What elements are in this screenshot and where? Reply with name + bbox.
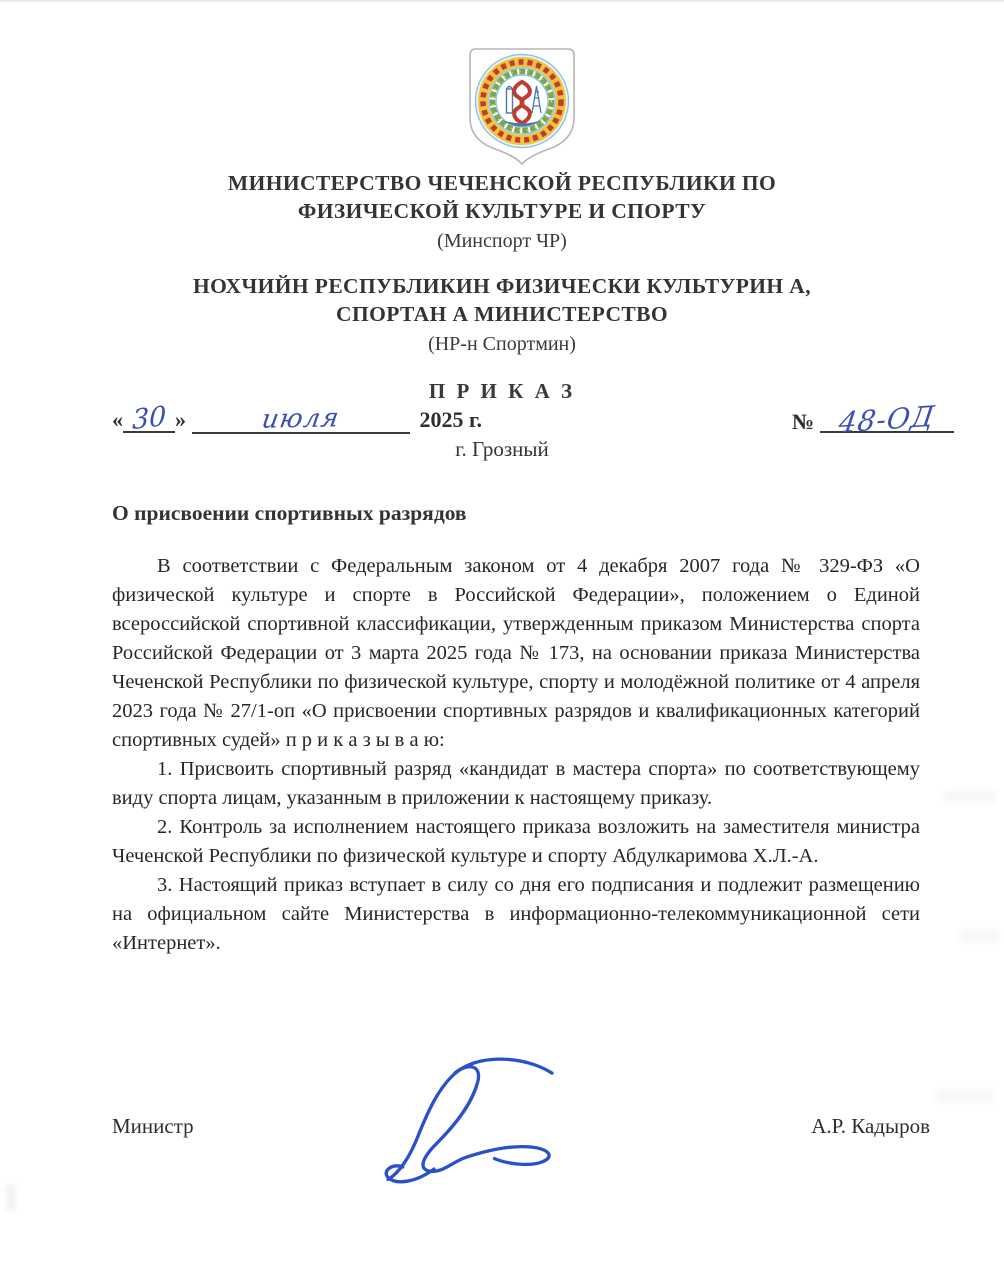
ministry-short-name: (Минспорт ЧР) [437, 230, 567, 252]
city-line: г. Грозный [455, 437, 549, 461]
number-sign: № [792, 409, 815, 434]
minister-signature-icon [338, 1052, 578, 1187]
ministry-name-line1: МИНИСТЕРСТВО ЧЕЧЕНСКОЙ РЕСПУБЛИКИ ПО [227, 171, 777, 195]
handwritten-day: 30 [131, 400, 167, 437]
ministry-chechen-line1: НОХЧИЙН РЕСПУБЛИКИН ФИЗИЧЕСКИ КУЛЬТУРИН А, [192, 274, 812, 298]
order-number-slot [820, 399, 954, 440]
date-line [112, 400, 483, 437]
signer-position: Министр [112, 1114, 194, 1138]
handwritten-month: июля [259, 403, 342, 435]
body-paragraph-item3: 3. Настоящий приказ вступает в силу со дня его подписания и подлежит размещению на официальном сайте Министерства в информационно-телекоммуникационной сети «Интернет». [112, 874, 920, 954]
date-close-quote: » [175, 407, 186, 432]
order-subject: О присвоении спортивных разрядов [112, 501, 467, 525]
handwritten-order-number: 48-ОД [836, 399, 937, 440]
ministry-chechen-line2: СПОРТАН А МИНИСТЕРСТВО [336, 302, 668, 326]
document-type-title: П Р И К А З [428, 379, 576, 403]
date-open-quote: « [112, 407, 123, 432]
ministry-chechen-short-name: (НР-н Спортмин) [428, 333, 576, 355]
order-number-line [792, 399, 954, 440]
ministry-header-chechen [0, 272, 1004, 357]
scan-artifact [944, 790, 996, 804]
scan-artifact [6, 1185, 16, 1211]
date-day-slot [123, 400, 175, 437]
scan-artifact [960, 930, 1000, 942]
body-paragraph-preamble: В соответствии с Федеральным законом от 4 декабря 2007 года № 329-ФЗ «О физической культуре и спорте в Российской Федерации», положением о Единой всероссийской спортивной классификации, утвержденным приказом Министерства спорта Российской Федерации от 3 марта 2025 года № 173, на основании приказа Министерства Чеченской Республики по физической культуре, спорту и молодёжной политике от 4 апреля 2023 года № 27/1-оп «О присвоении спортивных разрядов и квалификационных категорий спортивных судей» п р и к а з ы в а ю: [112, 555, 920, 751]
ministry-name-line2: ФИЗИЧЕСКОЙ КУЛЬТУРЕ И СПОРТУ [297, 199, 707, 223]
body-paragraph-item2: 2. Контроль за исполнением настоящего приказа возложить на заместителя министра Чеченской Республики по физической культуре и спорту Абдулкаримова Х.Л.-А. [112, 816, 920, 867]
ministry-header-russian [0, 169, 1004, 254]
body-paragraph-item1: 1. Присвоить спортивный разряд «кандидат в мастера спорта» по соответствующему виду спорта лицам, указанным в приложении к настоящему приказу. [112, 758, 920, 809]
order-body [112, 552, 920, 958]
scan-artifact [936, 1090, 994, 1102]
signer-name: А.Р. Кадыров [811, 1114, 930, 1138]
date-month-slot [192, 404, 410, 434]
chechen-republic-coat-of-arms-icon [461, 44, 583, 168]
date-year: 2025 г. [419, 407, 483, 432]
